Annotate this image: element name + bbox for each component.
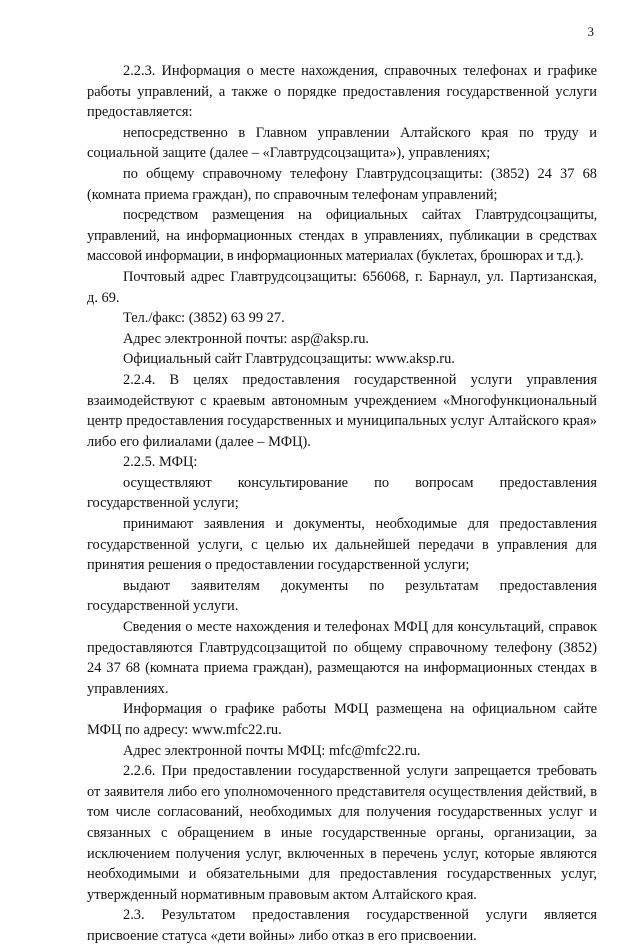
paragraph-mfc-info: Сведения о месте нахождения и телефонах МФЦ для консультаций, справок предоставляются Главтрудсоцзащитой по общему справочному телефону (3852) 24 37 68 (комната приема граждан), размещаются на информационных стендах в управлениях. <box>87 619 597 697</box>
paragraph-2-2-3: 2.2.3. Информация о месте нахождения, справочных телефонах и графике работы управлений, а также о порядке предоставления государственной услуги предоставляется: <box>87 63 597 121</box>
paragraph-mfc-schedule: Информация о графике работы МФЦ размещена на официальном сайте МФЦ по адресу: www.mfc22.ru. <box>87 701 597 738</box>
paragraph-main-office: непосредственно в Главном управлении Алтайского края по труду и социальной защите (далее – «Главтрудсоцзащита»), управлениях; <box>87 124 597 162</box>
paragraph-mfc-email: Адрес электронной почты МФЦ: mfc@mfc22.ru. <box>123 742 421 759</box>
paragraph-2-3: 2.3. Результатом предоставления государственной услуги является присвоение статуса «дети войны» либо отказ в его присвоении. <box>87 907 597 944</box>
paragraph-accept-documents: принимают заявления и документы, необходимые для предоставления государственной услуги, с целью их дальнейшей передачи в управления для принятия решения о предоставлении государственной услуги; <box>87 516 597 574</box>
paragraph-consulting: осуществляют консультирование по вопросам предоставления государственной услуги; <box>87 474 597 512</box>
paragraph-websites: посредством размещения на официальных сайтах Главтрудсоцзащиты, управлений, на информационных стендах в управлениях, публикации в средствах массовой информации, в информационных материалах (буклетах, брошюрах и т.д.). <box>87 207 597 265</box>
page-number: 3 <box>587 24 594 39</box>
paragraph-postal-address: Почтовый адрес Главтрудсоцзащиты: 656068, г. Барнаул, ул. Партизанская, д. 69. <box>87 268 597 306</box>
paragraph-2-2-4: 2.2.4. В целях предоставления государственной услуги управления взаимодействуют с краевым автономным учреждением «Многофункциональный центр предоставления государственных и муниципальных услуг Алтайского края» либо его филиалами (далее – МФЦ). <box>87 371 597 450</box>
paragraph-issue-documents: выдают заявителям документы по результатам предоставления государственной услуги. <box>87 577 597 615</box>
paragraph-2-2-5: 2.2.5. МФЦ: <box>123 454 198 471</box>
paragraph-phone: по общему справочному телефону Главтрудсоцзащиты: (3852) 24 37 68 (комната приема граждан), по справочным телефонам управлений; <box>87 165 597 203</box>
paragraph-email: Адрес электронной почты: asp@aksp.ru. <box>123 330 369 347</box>
paragraph-website: Официальный сайт Главтрудсоцзащиты: www.aksp.ru. <box>123 351 455 368</box>
paragraph-2-2-6: 2.2.6. При предоставлении государственной услуги запрещается требовать от заявителя либо его уполномоченного представителя осуществления действий, в том числе согласований, необходимых для получения государственных услуг и связанных с обращением в иные государственные органы, организации, за исключением получения услуг, включенных в перечень услуг, которые являются необходимыми и обязательными для предоставления государственных услуг, утвержденный нормативным правовым актом Алтайского края. <box>87 763 597 903</box>
document-body <box>87 61 597 947</box>
paragraph-fax: Тел./факс: (3852) 63 99 27. <box>123 310 285 327</box>
